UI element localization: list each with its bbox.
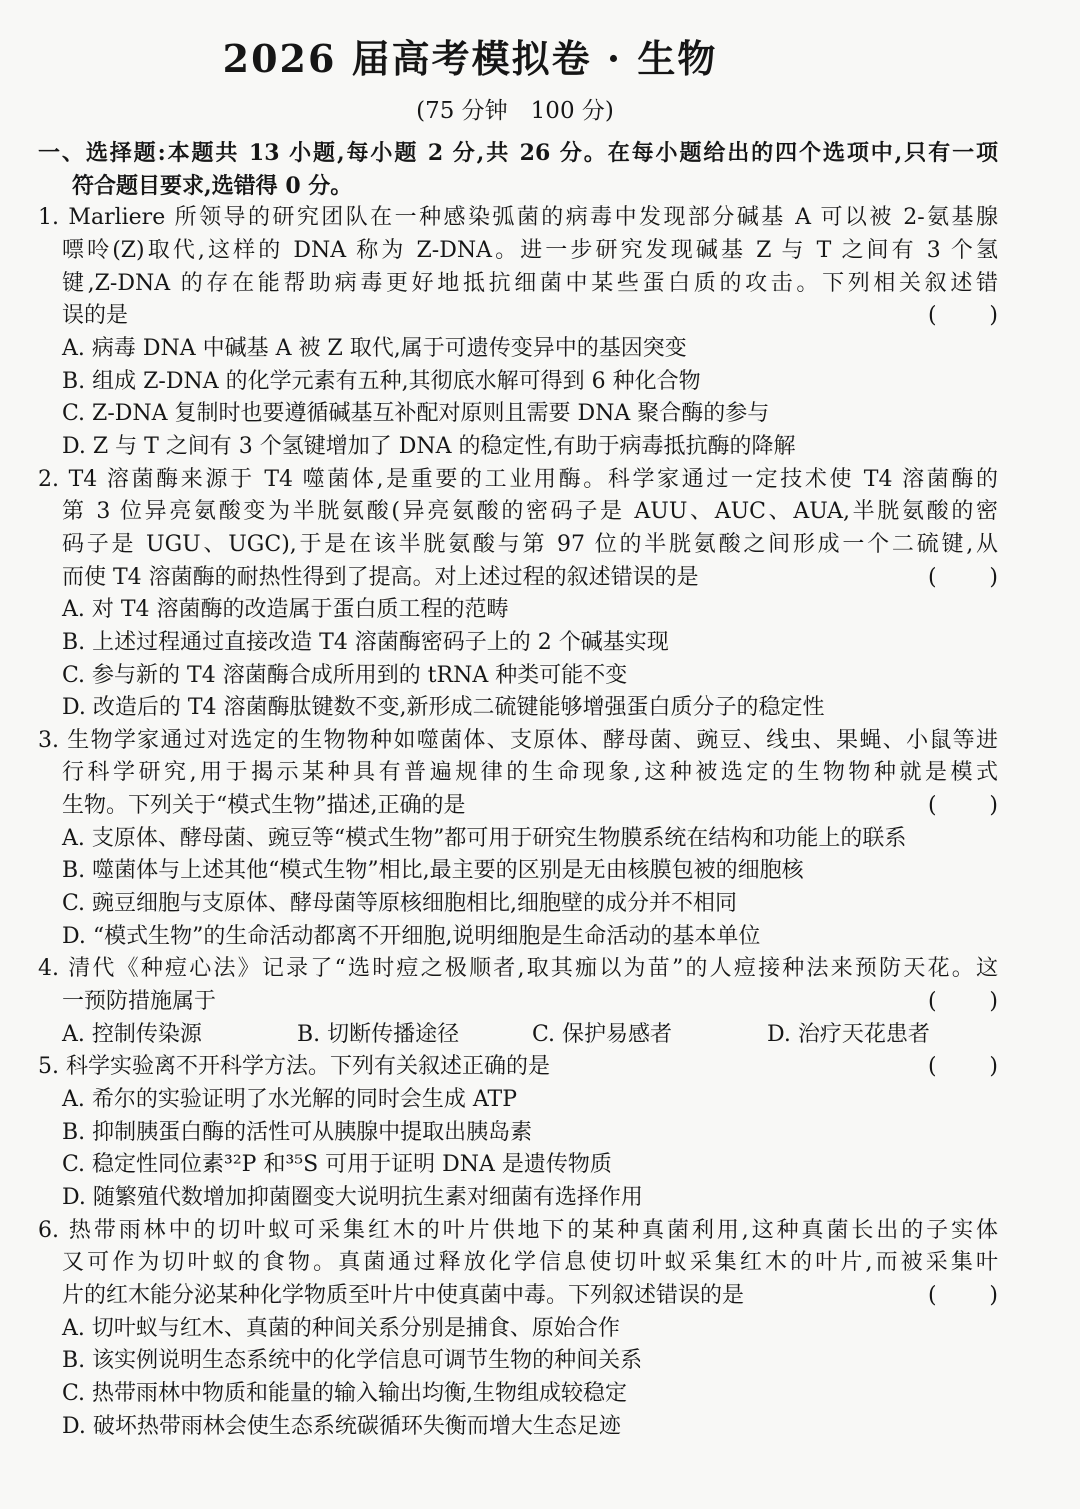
stem-text: 6. 热带雨林中的切叶蚁可采集红木的叶片供地下的某种真菌利用,这种真菌长出的子实体 — [38, 1217, 998, 1243]
option-C: C. 保护易感者 — [532, 1021, 673, 1047]
answer-blank — [928, 790, 998, 823]
stem-text: 键,Z-DNA 的存在能帮助病毒更好地抵抗细菌中某些蛋白质的攻击。下列相关叙述错 — [62, 270, 998, 296]
exam-title: 2026 届高考模拟卷 · 生物 — [222, 36, 718, 81]
option-C: C. Z-DNA 复制时也要遵循碱基互补配对原则且需要 DNA 聚合酶的参与 — [62, 401, 770, 427]
paren-close: ) — [989, 989, 998, 1015]
option-B: B. 切断传播途径 — [297, 1021, 460, 1047]
question-stem — [38, 1215, 998, 1313]
question-5 — [38, 1051, 998, 1214]
option-A: A. 希尔的实验证明了水光解的同时会生成 ATP — [62, 1087, 518, 1113]
question-6 — [38, 1215, 998, 1444]
answer-blank — [928, 1051, 998, 1084]
paren-open: ( — [928, 564, 937, 590]
question-stem-line — [38, 464, 998, 497]
option-B: B. 上述过程通过直接改造 T4 溶菌酶密码子上的 2 个碱基实现 — [62, 629, 669, 655]
stem-text: 生物。下列关于“模式生物”描述,正确的是 — [62, 793, 466, 819]
question-list — [38, 202, 998, 1443]
stem-text: 嘌呤(Z)取代,这样的 DNA 称为 Z-DNA。进一步研究发现碱基 Z 与 T 之间有 3 个氢 — [62, 237, 998, 263]
stem-text: 片的红木能分泌某种化学物质至叶片中使真菌中毒。下列叙述错误的是 — [62, 1282, 745, 1308]
option-B: B. 组成 Z-DNA 的化学元素有五种,其彻底水解可得到 6 种化合物 — [62, 368, 701, 394]
paren-close: ) — [989, 564, 998, 590]
exam-duration-score: (75 分钟 100 分) — [416, 98, 614, 124]
question-stem-line — [38, 953, 998, 986]
stem-text: 2. T4 溶菌酶来源于 T4 噬菌体,是重要的工业用酶。科学家通过一定技术使 T4 溶菌酶的 — [38, 466, 998, 492]
answer-blank — [928, 1280, 998, 1313]
question-stem — [38, 725, 998, 823]
question-stem-line — [38, 268, 998, 301]
option-D: D. 随繁殖代数增加抑菌圈变大说明抗生素对细菌有选择作用 — [62, 1185, 643, 1210]
stem-text: 码子是 UGU、UGC),于是在该半胱氨酸与第 97 位的半胱氨酸之间形成一个二硫键,从 — [62, 531, 998, 557]
question-stem-line — [38, 757, 998, 790]
stem-text: 第 3 位异亮氨酸变为半胱氨酸(异亮氨酸的密码子是 AUU、AUC、AUA,半胱氨酸的密 — [62, 499, 998, 525]
question-3 — [38, 725, 998, 954]
stem-text: 3. 生物学家通过对选定的生物物种如噬菌体、支原体、酵母菌、豌豆、线虫、果蝇、小鼠等进 — [38, 727, 998, 753]
stem-text: 而使 T4 溶菌酶的耐热性得到了提高。对上述过程的叙述错误的是 — [62, 564, 699, 590]
question-stem-line — [38, 529, 998, 562]
option-A: A. 控制传染源 — [62, 1021, 202, 1047]
option-D: D. 改造后的 T4 溶菌酶肽键数不变,新形成二硫键能够增强蛋白质分子的稳定性 — [62, 695, 825, 721]
stem-text: 一预防措施属于 — [62, 989, 217, 1015]
question-stem — [38, 202, 998, 333]
section-heading — [38, 137, 998, 202]
answer-blank — [928, 300, 998, 333]
question-stem-line — [38, 790, 998, 823]
option-D: D. 治疗天花患者 — [767, 1021, 930, 1047]
option-D: D. “模式生物”的生命活动都离不开细胞,说明细胞是生命活动的基本单位 — [62, 923, 761, 949]
paren-close: ) — [989, 1282, 998, 1308]
option-A: A. 病毒 DNA 中碱基 A 被 Z 取代,属于可遗传变异中的基因突变 — [62, 335, 687, 361]
question-stem-line — [38, 986, 998, 1019]
paren-close: ) — [989, 793, 998, 819]
question-stem — [38, 464, 998, 595]
option-D: D. 破坏热带雨林会使生态系统碳循环失衡而增大生态足迹 — [62, 1413, 621, 1439]
stem-text: 5. 科学实验离不开科学方法。下列有关叙述正确的是 — [38, 1054, 550, 1080]
question-4 — [38, 953, 998, 1051]
question-stem-line — [38, 1215, 998, 1248]
paren-close: ) — [989, 303, 998, 329]
option-B: B. 该实例说明生态系统中的化学信息可调节生物的种间关系 — [62, 1348, 643, 1374]
option-C: C. 参与新的 T4 溶菌酶合成所用到的 tRNA 种类可能不变 — [62, 662, 628, 688]
question-stem — [38, 953, 998, 1018]
option-B: B. 噬菌体与上述其他“模式生物”相比,最主要的区别是无由核膜包被的细胞核 — [62, 858, 804, 884]
question-stem-line — [38, 562, 998, 595]
option-A: A. 对 T4 溶菌酶的改造属于蛋白质工程的范畴 — [62, 597, 509, 623]
stem-text: 又可作为切叶蚁的食物。真菌通过释放化学信息使切叶蚁采集红木的叶片,而被采集叶 — [62, 1250, 998, 1276]
question-stem — [38, 1051, 998, 1084]
paren-open: ( — [928, 1282, 937, 1308]
option-A: A. 切叶蚁与红木、真菌的种间关系分别是捕食、原始合作 — [62, 1315, 620, 1341]
option-C: C. 热带雨林中物质和能量的输入输出均衡,生物组成较稳定 — [62, 1380, 628, 1406]
section-heading-line: 符合题目要求,选错得 0 分。 — [72, 172, 353, 199]
option-D: D. Z 与 T 之间有 3 个氢键增加了 DNA 的稳定性,有助于病毒抵抗酶的降解 — [62, 433, 796, 459]
option-B: B. 抑制胰蛋白酶的活性可从胰腺中提取出胰岛素 — [62, 1119, 533, 1145]
option-C: C. 稳定性同位素³²P 和³⁵S 可用于证明 DNA 是遗传物质 — [62, 1152, 612, 1178]
answer-blank — [928, 562, 998, 595]
question-stem-line — [38, 1247, 998, 1280]
question-stem-line — [38, 1051, 998, 1084]
stem-text: 误的是 — [62, 303, 129, 329]
paren-close: ) — [989, 1054, 998, 1080]
question-stem-line — [38, 202, 998, 235]
stem-text: 1. Marliere 所领导的研究团队在一种感染弧菌的病毒中发现部分碱基 A 可以被 2-氨基腺 — [38, 205, 998, 231]
paren-open: ( — [928, 303, 937, 329]
question-stem-line — [38, 496, 998, 529]
option-A: A. 支原体、酵母菌、豌豆等“模式生物”都可用于研究生物膜系统在结构和功能上的联系 — [62, 825, 907, 851]
question-stem-line — [38, 300, 998, 333]
option-row — [38, 1019, 998, 1052]
question-stem-line — [38, 725, 998, 758]
question-stem-line — [38, 235, 998, 268]
option-C: C. 豌豆细胞与支原体、酵母菌等原核细胞相比,细胞壁的成分并不相同 — [62, 891, 738, 917]
question-1 — [38, 202, 998, 463]
paren-open: ( — [928, 793, 937, 819]
stem-text: 4. 清代《种痘心法》记录了“选时痘之极顺者,取其痂以为苗”的人痘接种法来预防天花。这 — [38, 956, 998, 982]
question-stem-line — [38, 1280, 998, 1313]
stem-text: 行科学研究,用于揭示某种具有普遍规律的生命现象,这种被选定的生物物种就是模式 — [62, 760, 998, 786]
section-heading-line: 一、选择题:本题共 13 小题,每小题 2 分,共 26 分。在每小题给出的四个选项中,只有一项 — [38, 140, 998, 166]
paren-open: ( — [928, 1054, 937, 1080]
answer-blank — [928, 986, 998, 1019]
paren-open: ( — [928, 989, 937, 1015]
exam-content — [38, 137, 998, 1443]
question-2 — [38, 464, 998, 725]
